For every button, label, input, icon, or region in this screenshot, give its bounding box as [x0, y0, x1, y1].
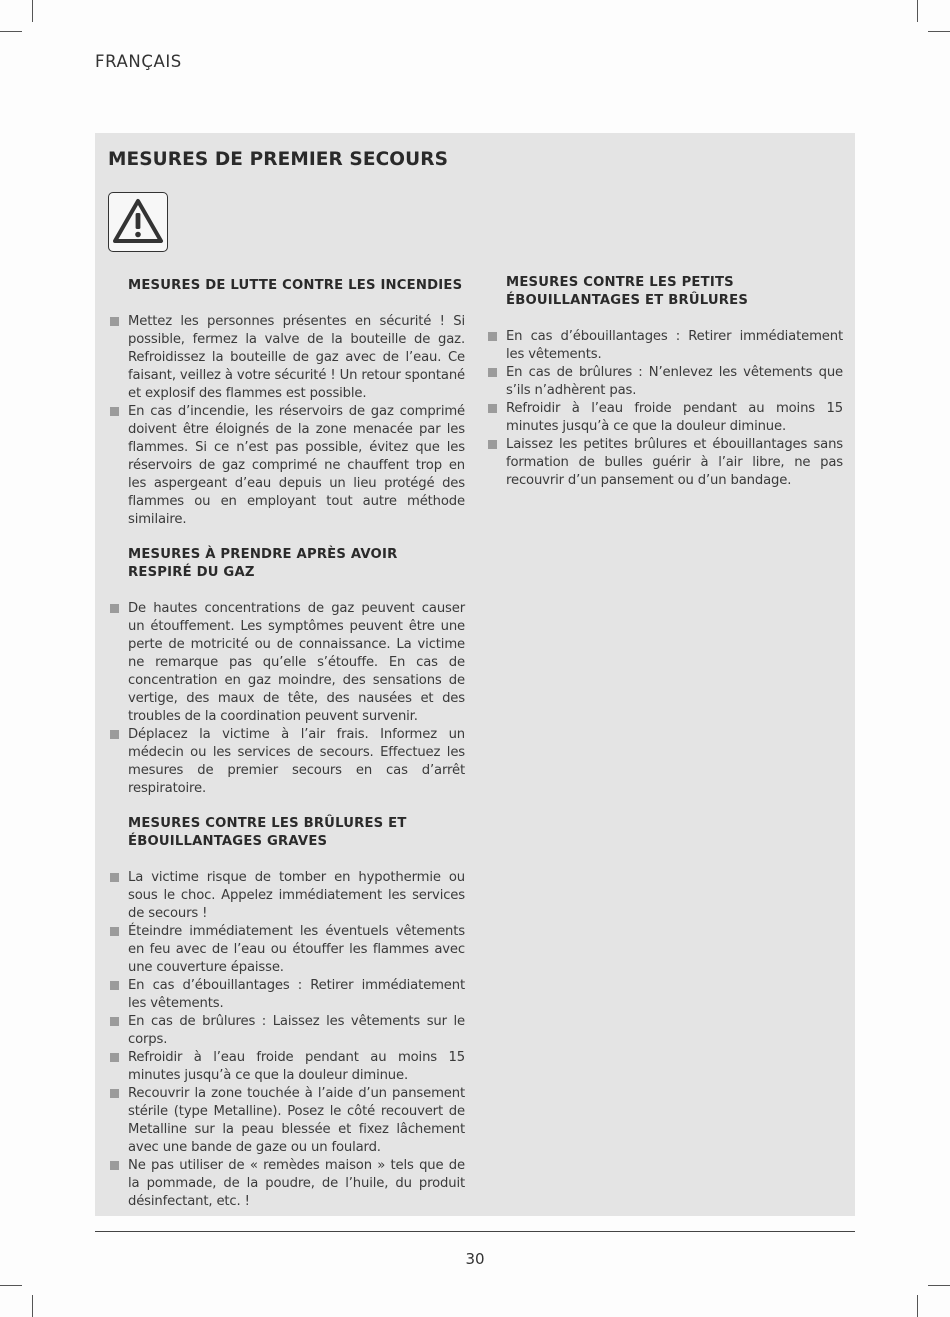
square-bullet-icon — [110, 981, 119, 990]
list-item-text: Refroidir à l’eau froide pendant au moins 15 minutes jusqu’à ce que la douleur diminue. — [128, 1050, 465, 1083]
square-bullet-icon — [488, 368, 497, 377]
list-item — [486, 400, 843, 436]
list-item-text: Éteindre immédiatement les éventuels vêtements en feu avec de l’eau ou étouffer les flammes avec une couverture épaisse. — [128, 924, 465, 975]
square-bullet-icon — [110, 407, 119, 416]
square-bullet-icon — [110, 1089, 119, 1098]
page-title: MESURES DE PREMIER SECOURS — [108, 149, 448, 170]
crop-mark — [928, 1285, 950, 1286]
list-item — [486, 364, 843, 400]
list-item-text: Refroidir à l’eau froide pendant au moins 15 minutes jusqu’à ce que la douleur diminue. — [506, 401, 843, 434]
crop-mark — [928, 31, 950, 32]
section-title: MESURES À PRENDRE APRÈS AVOIR RESPIRÉ DU GAZ — [128, 547, 398, 580]
bullet-list — [108, 869, 465, 1211]
right-column — [486, 274, 843, 507]
square-bullet-icon — [110, 317, 119, 326]
list-item — [486, 436, 843, 490]
list-item — [108, 977, 465, 1013]
footer-rule — [95, 1231, 855, 1232]
list-item-text: En cas d’incendie, les réservoirs de gaz comprimé doivent être éloignés de la zone menacée par les flammes. Si ce n’est pas possible, évitez que les réservoirs de gaz comprimé ne chauffent trop en les aspergeant d’eau depuis un lieu protégé des flammes ou en employant tout autre méthode similaire. — [128, 404, 465, 527]
section — [108, 546, 465, 798]
list-item-text: De hautes concentrations de gaz peuvent causer un étouffement. Les symptômes peuvent être une perte de motricité ou de connaissance. La victime ne remarque pas qu’elle s’étouffe. En cas de concentration en gaz moindre, des sensations de vertige, des maux de tête, des nausées et des troubles de la coordination peuvent survenir. — [128, 601, 465, 724]
section-title: MESURES DE LUTTE CONTRE LES INCENDIES — [128, 278, 463, 293]
list-item — [108, 1013, 465, 1049]
list-item-text: En cas d’ébouillantages : Retirer immédiatement les vêtements. — [128, 978, 465, 1011]
section — [108, 277, 465, 529]
list-item-text: Recouvrir la zone touchée à l’aide d’un pansement stérile (type Metalline). Posez le côté recouvert de Metalline sur la peau blessée et fixez lâchement avec une bande de gaze ou un foulard. — [128, 1086, 465, 1155]
list-item-text: Laissez les petites brûlures et ébouillantages sans formation de bulles guérir à l’air libre, ne pas recouvrir d’un pansement ou d’un bandage. — [506, 437, 843, 488]
list-item — [108, 1157, 465, 1211]
square-bullet-icon — [110, 927, 119, 936]
bullet-list — [486, 328, 843, 490]
crop-mark — [32, 1295, 33, 1317]
section-title: MESURES CONTRE LES PETITS ÉBOUILLANTAGES ET BRÛLURES — [506, 275, 749, 308]
list-item — [108, 726, 465, 798]
section — [108, 815, 465, 1211]
crop-mark — [917, 1295, 918, 1317]
crop-mark — [32, 0, 33, 22]
list-item — [108, 600, 465, 726]
square-bullet-icon — [110, 1053, 119, 1062]
section-title: MESURES CONTRE LES BRÛLURES ET ÉBOUILLANTAGES GRAVES — [128, 816, 407, 849]
crop-mark — [0, 31, 22, 32]
bullet-list — [108, 313, 465, 529]
page-number: 30 — [465, 1250, 485, 1268]
list-item — [108, 1049, 465, 1085]
list-item-text: La victime risque de tomber en hypothermie ou sous le choc. Appelez immédiatement les services de secours ! — [128, 870, 465, 921]
list-item-text: En cas de brûlures : N’enlevez les vêtements que s’ils n’adhèrent pas. — [506, 365, 843, 398]
square-bullet-icon — [488, 332, 497, 341]
left-column — [108, 277, 465, 1228]
list-item — [108, 869, 465, 923]
square-bullet-icon — [110, 604, 119, 613]
list-item-text: En cas d’ébouillantages : Retirer immédiatement les vêtements. — [506, 329, 843, 362]
list-item — [108, 403, 465, 529]
list-item — [486, 328, 843, 364]
list-item-text: Mettez les personnes présentes en sécurité ! Si possible, fermez la valve de la bouteille de gaz. Refroidissez la bouteille de gaz avec de l’eau. Ce faisant, veillez à votre sécurité ! Un retour spontané et explosif des flammes est possible. — [128, 314, 465, 401]
square-bullet-icon — [110, 1017, 119, 1026]
square-bullet-icon — [488, 440, 497, 449]
crop-mark — [0, 1285, 22, 1286]
list-item-text: En cas de brûlures : Laissez les vêtements sur le corps. — [128, 1014, 465, 1047]
language-label: FRANÇAIS — [95, 52, 182, 71]
square-bullet-icon — [110, 1161, 119, 1170]
crop-mark — [917, 0, 918, 22]
first-aid-panel — [95, 133, 855, 1216]
bullet-list — [108, 600, 465, 798]
square-bullet-icon — [488, 404, 497, 413]
square-bullet-icon — [110, 873, 119, 882]
section — [486, 274, 843, 490]
list-item-text: Ne pas utiliser de « remèdes maison » tels que de la pommade, de la poudre, de l’huile, du produit désinfectant, etc. ! — [128, 1158, 465, 1209]
list-item — [108, 313, 465, 403]
warning-triangle-icon — [108, 192, 168, 252]
list-item-text: Déplacez la victime à l’air frais. Informez un médecin ou les services de secours. Effectuez les mesures de premier secours en cas d’arrêt respiratoire. — [128, 727, 465, 796]
list-item — [108, 1085, 465, 1157]
list-item — [108, 923, 465, 977]
square-bullet-icon — [110, 730, 119, 739]
